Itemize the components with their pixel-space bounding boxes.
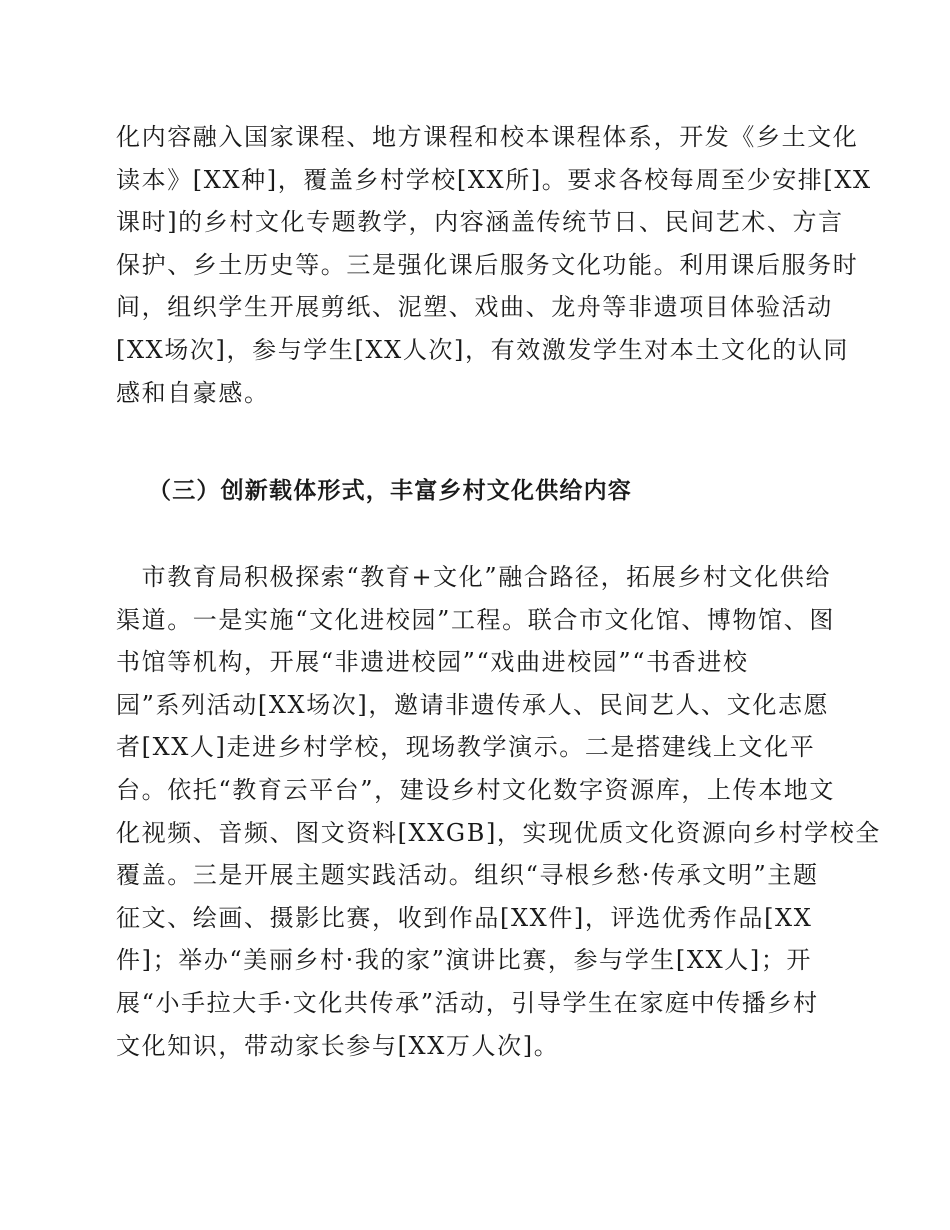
text-line: 件]；举办“美丽乡村·我的家”演讲比赛，参与学生[XX人]；开 — [116, 946, 813, 975]
text-line: 读本》[XX种]，覆盖乡村学校[XX所]。要求各校每周至少安排[XX — [116, 165, 872, 194]
text-line: 市教育局积极探索“教育+文化”融合路径，拓展乡村文化供给 — [116, 563, 832, 591]
body-paragraph-1 — [116, 116, 872, 414]
text-line: 征文、绘画、摄影比赛，收到作品[XX件]，评选优秀作品[XX — [116, 903, 813, 932]
text-line: 保护、乡土历史等。三是强化课后服务文化功能。利用课后服务时 — [116, 250, 859, 279]
text-line: 感和自豪感。 — [116, 378, 270, 407]
text-line: 化视频、音频、图文资料[XXGB]，实现优质文化资源向乡村学校全 — [116, 818, 881, 847]
body-paragraph-2 — [116, 556, 881, 1067]
text-line: 课时]的乡村文化专题教学，内容涵盖传统节日、民间艺术、方言 — [116, 208, 844, 237]
text-line: 园”系列活动[XX场次]，邀请非遗传承人、民间艺人、文化志愿 — [116, 690, 830, 719]
text-line: 化内容融入国家课程、地方课程和校本课程体系，开发《乡土文化 — [116, 123, 859, 151]
text-line: 者[XX人]走进乡村学校，现场教学演示。二是搭建线上文化平 — [116, 733, 816, 762]
text-line: 间，组织学生开展剪纸、泥塑、戏曲、龙舟等非遗项目体验活动 — [116, 293, 833, 322]
text-line: 书馆等机构，开展“非遗进校园”“戏曲进校园”“书香进校 — [116, 648, 749, 677]
text-line: 文化知识，带动家长参与[XX万人次]。 — [116, 1031, 560, 1060]
text-line: 渠道。一是实施“文化进校园”工程。联合市文化馆、博物馆、图 — [116, 605, 835, 634]
section-heading: （三）创新载体形式，丰富乡村文化供给内容 — [148, 477, 632, 504]
text-line: [XX场次]，参与学生[XX人次]，有效激发学生对本土文化的认同 — [116, 335, 849, 364]
text-line: 覆盖。三是开展主题实践活动。组织“寻根乡愁·传承文明”主题 — [116, 861, 819, 890]
text-line: 台。依托“教育云平台”，建设乡村文化数字资源库，上传本地文 — [116, 775, 835, 804]
text-line: 展“小手拉大手·文化共传承”活动，引导学生在家庭中传播乡村 — [116, 988, 819, 1017]
